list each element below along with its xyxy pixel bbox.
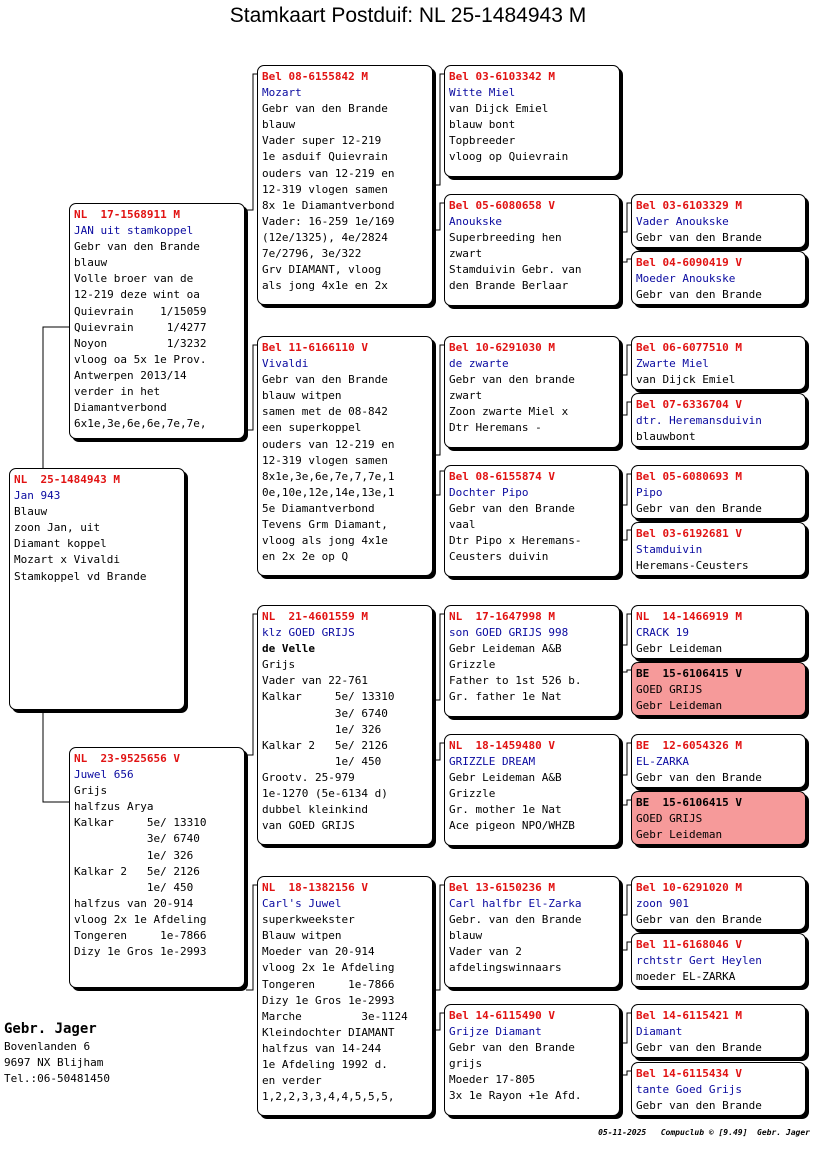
card-line: Mozart x Vivaldi — [14, 553, 120, 567]
card-line: Dizy 1e Gros 1e-2993 — [74, 945, 207, 959]
pigeon-name: son GOED GRIJS 998 — [449, 626, 569, 640]
pigeon-name: Mozart — [262, 86, 302, 100]
card-line: Gebr van den Brande — [636, 1041, 762, 1055]
card-line: 7e/2796, 3e/322 — [262, 247, 362, 261]
card-line: Heremans-Ceusters — [636, 559, 749, 573]
card-line: Quievrain 1/15059 — [74, 304, 207, 318]
card-line: 12-319 vlogen samen — [262, 182, 388, 196]
card-line: Vader: 16-259 1e/169 — [262, 214, 395, 228]
card-line: Diamant koppel — [14, 537, 107, 551]
card-line: Grizzle — [449, 658, 496, 672]
pedigree-card-g3[interactable] — [631, 465, 806, 519]
pigeon-name: EL-ZARKA — [636, 755, 689, 769]
card-line: 3e/ 6740 — [262, 706, 388, 720]
card-line: Vader van 2 — [449, 945, 522, 959]
ring-number: Bel 10-6291030 M — [449, 341, 555, 354]
ring-number: NL 23-9525656 V — [74, 752, 180, 765]
ring-number: Bel 08-6155842 M — [262, 70, 368, 83]
card-line: Moeder van 20-914 — [262, 945, 375, 959]
pigeon-name: Dochter Pipo — [449, 486, 529, 500]
card-line: vloog op Quievrain — [449, 150, 569, 164]
card-line: Stamduivin Gebr. van — [449, 263, 582, 277]
card-line: 12-219 deze wint oa — [74, 288, 200, 302]
card-line: Kalkar 5e/ 13310 — [74, 816, 207, 830]
card-line: 1e asduif Quievrain — [262, 150, 388, 164]
pedigree-card-g3[interactable] — [631, 336, 806, 390]
card-line: 3e/ 6740 — [74, 832, 200, 846]
ring-number: NL 14-1466919 M — [636, 610, 742, 623]
card-line: vloog als jong 4x1e — [262, 534, 388, 548]
card-line: Gebr van den Brande — [636, 231, 762, 245]
card-line: blauw — [449, 929, 483, 943]
card-line: 6x1e,3e,6e,6e,7e,7e, — [74, 417, 207, 431]
card-line: 1e/ 326 — [74, 848, 194, 862]
card-line: Tevens Grm Diamant, — [262, 518, 388, 532]
card-line: Gebr van den Brande — [74, 240, 200, 254]
card-line: Gebr van den brande — [449, 373, 575, 387]
card-line: zoon Jan, uit — [14, 521, 101, 535]
pigeon-name: Zwarte Miel — [636, 357, 709, 371]
card-line: van Dijck Emiel — [449, 102, 549, 116]
card-line: vloog 2x 1e Afdeling — [74, 912, 207, 926]
pedigree-card-subject[interactable] — [9, 468, 185, 710]
ring-number: Bel 14-6115434 V — [636, 1067, 742, 1080]
card-line: Tongeren 1e-7866 — [262, 977, 395, 991]
card-line: Kalkar 2 5e/ 2126 — [74, 864, 200, 878]
pedigree-card-g3[interactable] — [631, 393, 806, 447]
card-line: superkweekster — [262, 913, 355, 927]
card-line: Diamantverbond — [74, 401, 167, 415]
pigeon-name: Grijze Diamant — [449, 1025, 542, 1039]
pigeon-name: Vader Anoukske — [636, 215, 729, 229]
ring-number: Bel 14-6115421 M — [636, 1009, 742, 1022]
card-line: een superkoppel — [262, 421, 362, 435]
card-line: Gebr van den Brande — [262, 373, 388, 387]
footer-credit: 05-11-2025 Compuclub © [9.49] Gebr. Jager — [598, 1128, 810, 1137]
pedigree-card-father[interactable] — [69, 203, 245, 439]
ring-number: Bel 10-6291020 M — [636, 881, 742, 894]
card-line: moeder EL-ZARKA — [636, 970, 736, 984]
pigeon-name: tante Goed Grijs — [636, 1083, 742, 1097]
card-line: blauw — [262, 118, 296, 132]
card-line: halfzus Arya — [74, 800, 154, 814]
card-line: zwart — [449, 389, 483, 403]
ring-number: Bel 06-6077510 M — [636, 341, 742, 354]
card-line: 1e/ 326 — [262, 722, 382, 736]
pigeon-name: zoon 901 — [636, 897, 689, 911]
card-line: Noyon 1/3232 — [74, 336, 207, 350]
card-line: blauw witpen — [262, 389, 342, 403]
card-line: Gebr Leideman — [636, 699, 723, 713]
card-line: Gr. mother 1e Nat — [449, 803, 562, 817]
card-line: Grv DIAMANT, vloog — [262, 263, 382, 277]
pigeon-name: JAN uit stamkoppel — [74, 224, 194, 238]
card-line: Kleindochter DIAMANT — [262, 1025, 395, 1039]
card-line: 12-319 vlogen samen — [262, 453, 388, 467]
card-line: van GOED GRIJS — [262, 819, 355, 833]
pigeon-name: Juwel 656 — [74, 768, 134, 782]
pigeon-name: Moeder Anoukske — [636, 272, 736, 286]
breeder-name: Gebr. Jager — [4, 1021, 97, 1037]
pigeon-name: Carl halfbr El-Zarka — [449, 897, 582, 911]
card-line: Dtr Heremans - — [449, 421, 542, 435]
pedigree-card-g3-highlighted[interactable] — [631, 662, 806, 716]
card-line: Gebr van den Brande — [636, 288, 762, 302]
card-line: blauw bont — [449, 118, 516, 132]
pedigree-card-g3[interactable] — [631, 605, 806, 659]
card-line: Dizy 1e Gros 1e-2993 — [262, 993, 395, 1007]
card-line: Gebr van den Brande — [636, 502, 762, 516]
card-line: halfzus van 14-244 — [262, 1041, 382, 1055]
ring-number: Bel 05-6080658 V — [449, 199, 555, 212]
card-line: (12e/1325), 4e/2824 — [262, 230, 388, 244]
pigeon-name: rchtstr Gert Heylen — [636, 954, 762, 968]
card-line: Gebr van den Brande — [262, 102, 388, 116]
card-line: blauw — [74, 256, 108, 270]
card-line: verder in het — [74, 385, 161, 399]
pedigree-card-mother-father[interactable] — [257, 605, 433, 845]
breeder-address: Bovenlanden 6 — [4, 1040, 91, 1053]
ring-number: Bel 05-6080693 M — [636, 470, 742, 483]
card-line: de Velle — [262, 642, 315, 656]
pedigree-card-father-father[interactable] — [257, 65, 433, 305]
pedigree-card-great-grandparent[interactable] — [444, 1004, 620, 1116]
card-line: Superbreeding hen — [449, 231, 562, 245]
card-line: Antwerpen 2013/14 — [74, 368, 187, 382]
pedigree-card-great-grandparent[interactable] — [444, 876, 620, 988]
ring-number: Bel 13-6150236 M — [449, 881, 555, 894]
card-line: Gebr Leideman — [636, 642, 723, 656]
card-line: Gr. father 1e Nat — [449, 690, 562, 704]
card-line: Ace pigeon NPO/WHZB — [449, 819, 575, 833]
pigeon-name: Anoukske — [449, 215, 502, 229]
card-line: 8x1e,3e,6e,7e,7,7e,1 — [262, 469, 395, 483]
card-line: dubbel kleinkind — [262, 803, 368, 817]
card-line: ouders van 12-219 en — [262, 437, 395, 451]
card-line: Kalkar 5e/ 13310 — [262, 690, 395, 704]
card-line: vloog oa 5x 1e Prov. — [74, 352, 207, 366]
card-line: Gebr Leideman A&B — [449, 771, 562, 785]
card-line: Blauw — [14, 505, 48, 519]
breeder-phone: Tel.:06-50481450 — [4, 1072, 110, 1085]
ring-number: NL 17-1647998 M — [449, 610, 555, 623]
ring-number: Bel 03-6103342 M — [449, 70, 555, 83]
pigeon-name: GRIZZLE DREAM — [449, 755, 536, 769]
ring-number: NL 18-1382156 V — [262, 881, 368, 894]
pedigree-card-g3[interactable] — [631, 734, 806, 788]
pigeon-name: klz GOED GRIJS — [262, 626, 355, 640]
card-line: zwart — [449, 247, 483, 261]
card-line: van Dijck Emiel — [636, 373, 736, 387]
card-line: 1e/ 450 — [74, 880, 194, 894]
pigeon-name: GOED GRIJS — [636, 683, 703, 697]
pigeon-name: Carl's Juwel — [262, 897, 342, 911]
card-line: Quievrain 1/4277 — [74, 320, 207, 334]
pigeon-name: CRACK 19 — [636, 626, 689, 640]
ring-number: NL 21-4601559 M — [262, 610, 368, 623]
pedigree-card-great-grandparent[interactable] — [444, 65, 620, 177]
ring-number: Bel 04-6090419 V — [636, 256, 742, 269]
card-line: Volle broer van de — [74, 272, 194, 286]
card-line: Tongeren 1e-7866 — [74, 929, 207, 943]
pedigree-card-great-grandparent[interactable] — [444, 465, 620, 577]
pigeon-name: Witte Miel — [449, 86, 516, 100]
pigeon-name: GOED GRIJS — [636, 812, 703, 826]
card-line: Vader super 12-219 — [262, 134, 382, 148]
card-line: Gebr van den Brande — [449, 1041, 575, 1055]
card-line: grijs — [449, 1057, 483, 1071]
ring-number: BE 15-6106415 V — [636, 796, 742, 809]
pedigree-card-g3[interactable] — [631, 876, 806, 930]
pedigree-card-g3[interactable] — [631, 1062, 806, 1116]
card-line: halfzus van 20-914 — [74, 896, 194, 910]
card-line: Dtr Pipo x Heremans- — [449, 534, 582, 548]
pedigree-card-father-mother[interactable] — [257, 336, 433, 576]
card-line: Moeder 17-805 — [449, 1073, 536, 1087]
pigeon-name: Jan 943 — [14, 489, 61, 503]
pedigree-card-great-grandparent[interactable] — [444, 734, 620, 846]
card-line: Gebr van den Brande — [636, 913, 762, 927]
pedigree-card-g3-highlighted[interactable] — [631, 791, 806, 845]
pedigree-card-great-grandparent[interactable] — [444, 605, 620, 717]
card-line: Gebr. van den Brande — [449, 913, 582, 927]
breeder-info — [4, 1019, 110, 1087]
card-line: 8x 1e Diamantverbond — [262, 198, 395, 212]
ring-number: Bel 11-6166110 V — [262, 341, 368, 354]
card-line: blauwbont — [636, 430, 696, 444]
card-line: Zoon zwarte Miel x — [449, 405, 569, 419]
card-line: den Brande Berlaar — [449, 279, 569, 293]
card-line: Blauw witpen — [262, 929, 342, 943]
pedigree-card-g3[interactable] — [631, 522, 806, 576]
card-line: en verder — [262, 1074, 322, 1088]
pedigree-card-g3[interactable] — [631, 194, 806, 248]
card-line: 1,2,2,3,3,4,4,5,5,5, — [262, 1090, 395, 1104]
card-line: 5e Diamantverbond — [262, 501, 375, 515]
card-line: Vader van 22-761 — [262, 674, 368, 688]
pedigree-card-great-grandparent[interactable] — [444, 194, 620, 306]
card-line: Grijs — [262, 658, 296, 672]
card-line: 0e,10e,12e,14e,13e,1 — [262, 485, 395, 499]
card-line: Gebr Leideman A&B — [449, 642, 562, 656]
ring-number: NL 18-1459480 V — [449, 739, 555, 752]
card-line: Grootv. 25-979 — [262, 770, 355, 784]
card-line: Ceusters duivin — [449, 550, 549, 564]
card-line: Grijs — [74, 784, 108, 798]
pedigree-card-g3[interactable] — [631, 933, 806, 987]
ring-number: NL 17-1568911 M — [74, 208, 180, 221]
card-line: Gebr van den Brande — [636, 1099, 762, 1113]
card-line: Gebr van den Brande — [636, 771, 762, 785]
pedigree-card-mother-mother[interactable] — [257, 876, 433, 1116]
pedigree-card-great-grandparent[interactable] — [444, 336, 620, 448]
card-line: ouders van 12-219 en — [262, 166, 395, 180]
ring-number: Bel 03-6192681 V — [636, 527, 742, 540]
pedigree-card-g3[interactable] — [631, 1004, 806, 1058]
card-line: 1e/ 450 — [262, 754, 382, 768]
pigeon-name: Diamant — [636, 1025, 683, 1039]
card-line: vloog 2x 1e Afdeling — [262, 961, 395, 975]
breeder-city: 9697 NX Blijham — [4, 1056, 104, 1069]
card-line: 3x 1e Rayon +1e Afd. — [449, 1089, 582, 1103]
card-line: Marche 3e-1124 — [262, 1009, 408, 1023]
card-line: 1e-1270 (5e-6134 d) — [262, 787, 388, 801]
card-line: Grizzle — [449, 787, 496, 801]
card-line: Gebr Leideman — [636, 828, 723, 842]
card-line: en 2x 2e op Q — [262, 550, 349, 564]
card-line: 1e Afdeling 1992 d. — [262, 1058, 388, 1072]
card-line: als jong 4x1e en 2x — [262, 279, 388, 293]
pedigree-card-g3[interactable] — [631, 251, 806, 305]
card-line: Stamkoppel vd Brande — [14, 569, 147, 583]
card-line: vaal — [449, 518, 476, 532]
ring-number: Bel 14-6115490 V — [449, 1009, 555, 1022]
pigeon-name: de zwarte — [449, 357, 509, 371]
ring-number: Bel 07-6336704 V — [636, 398, 742, 411]
card-line: Father to 1st 526 b. — [449, 674, 582, 688]
ring-number: NL 25-1484943 M — [14, 473, 120, 486]
ring-number: Bel 11-6168046 V — [636, 938, 742, 951]
card-line: Kalkar 2 5e/ 2126 — [262, 738, 388, 752]
pigeon-name: Stamduivin — [636, 543, 703, 557]
card-line: Gebr van den Brande — [449, 502, 575, 516]
pigeon-name: Pipo — [636, 486, 663, 500]
pigeon-name: dtr. Heremansduivin — [636, 414, 762, 428]
ring-number: BE 12-6054326 M — [636, 739, 742, 752]
ring-number: Bel 08-6155874 V — [449, 470, 555, 483]
pedigree-card-mother[interactable] — [69, 747, 245, 988]
ring-number: Bel 03-6103329 M — [636, 199, 742, 212]
card-line: afdelingswinnaars — [449, 961, 562, 975]
card-line: Topbreeder — [449, 134, 516, 148]
ring-number: BE 15-6106415 V — [636, 667, 742, 680]
card-line: samen met de 08-842 — [262, 405, 388, 419]
page-title: Stamkaart Postduif: NL 25-1484943 M — [229, 4, 587, 27]
pigeon-name: Vivaldi — [262, 357, 309, 371]
